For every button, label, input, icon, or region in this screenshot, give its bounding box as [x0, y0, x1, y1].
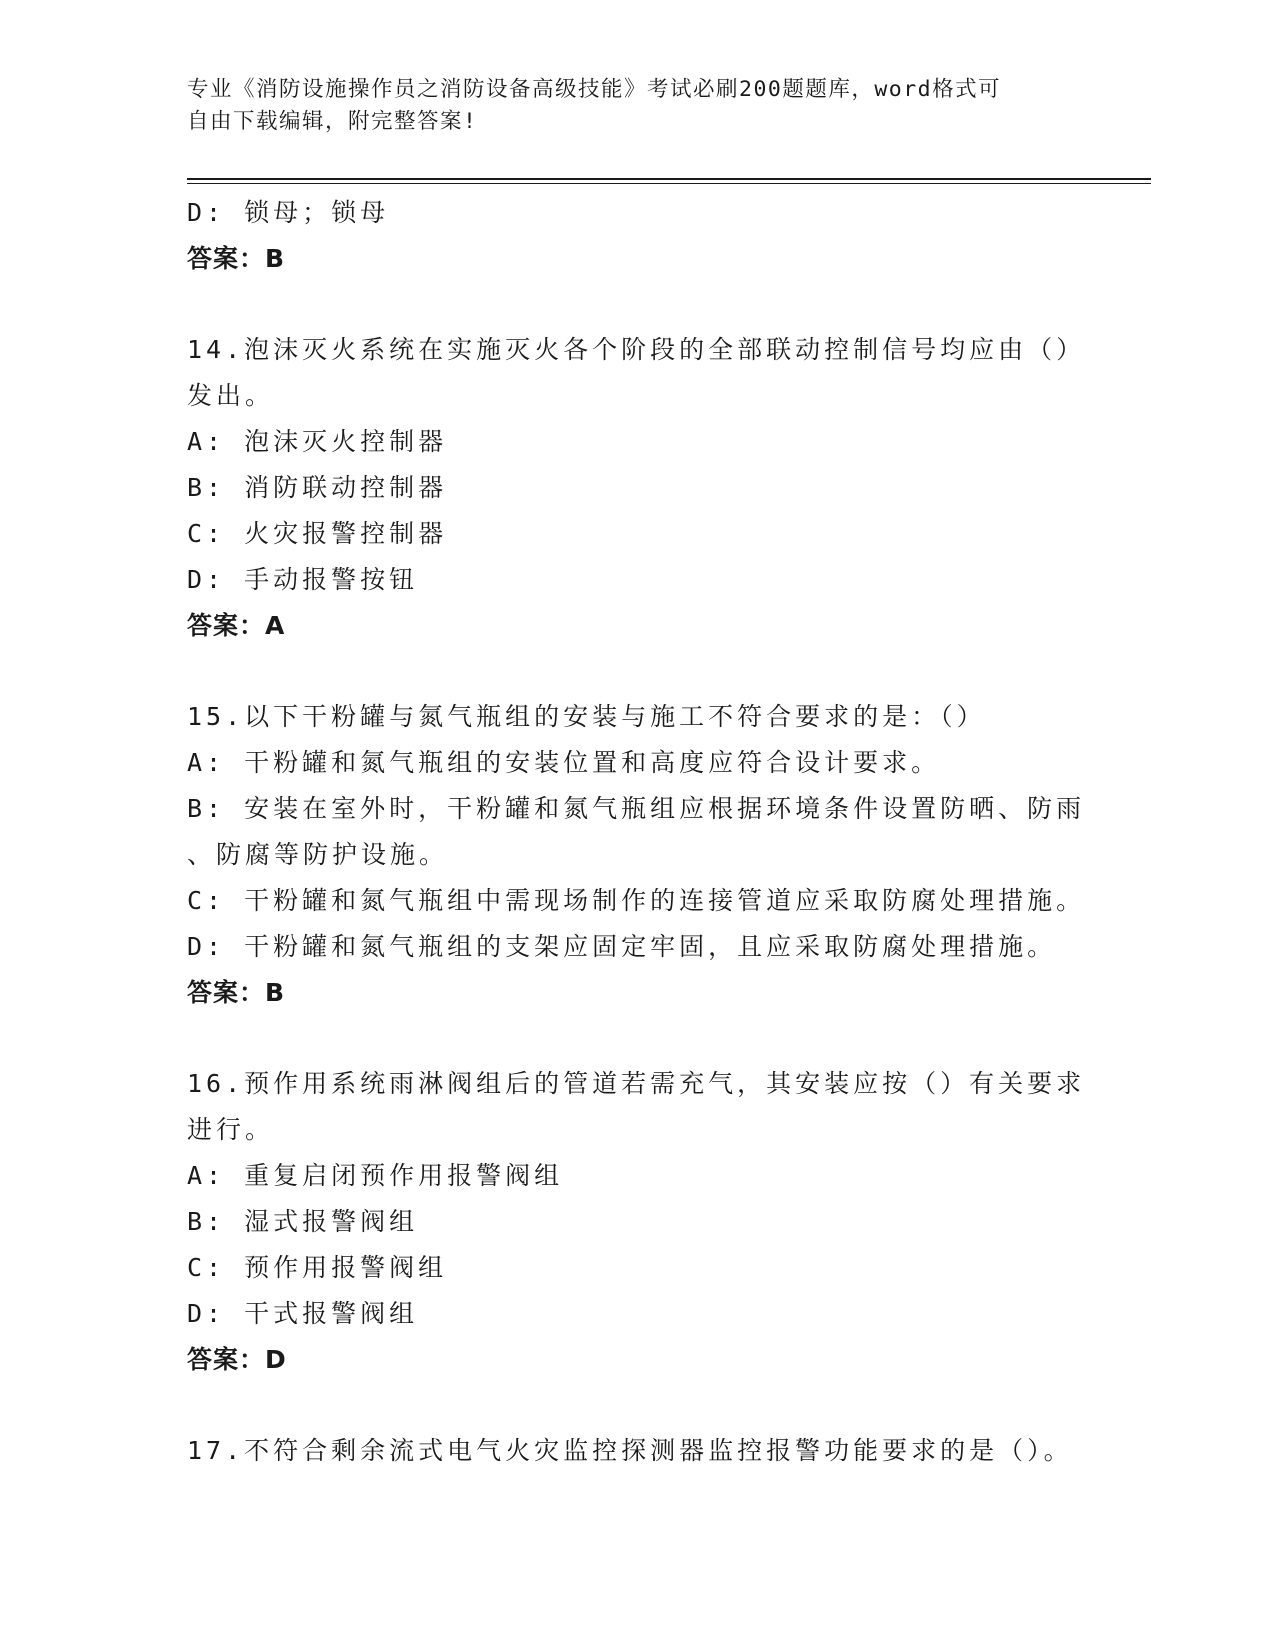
question-14-text-1: 14.泡沫灭火系统在实施灭火各个阶段的全部联动控制信号均应由（） [187, 335, 1086, 364]
question-16-option-a: A: 重复启闭预作用报警阀组 [187, 1161, 564, 1190]
question-15-option-b: B: 安装在室外时，干粉罐和氮气瓶组应根据环境条件设置防晒、防雨 [187, 794, 1086, 823]
question-16-option-c: C: 预作用报警阀组 [187, 1253, 448, 1282]
question-14-option-b: B: 消防联动控制器 [187, 473, 448, 502]
answer-13: 答案：B [187, 244, 286, 273]
question-17 [187, 1428, 1077, 1474]
question-15-option-a: A: 干粉罐和氮气瓶组的安装位置和高度应符合设计要求。 [187, 748, 941, 777]
question-15-option-d: D: 干粉罐和氮气瓶组的支架应固定牢固，且应采取防腐处理措施。 [187, 932, 1057, 961]
question-17-text-1: 17.不符合剩余流式电气火灾监控探测器监控报警功能要求的是（）。 [187, 1436, 1073, 1465]
question-14-option-d: D: 手动报警按钮 [187, 565, 419, 594]
question-list [187, 190, 1086, 1474]
question-14-option-c: C: 火灾报警控制器 [187, 519, 448, 548]
document-header [187, 74, 1087, 138]
question-15-text-1: 15.以下干粉罐与氮气瓶组的安装与施工不符合要求的是：（） [187, 702, 986, 731]
question-15 [187, 694, 1086, 1016]
answer-14: 答案：A [187, 611, 286, 640]
question-15-option-c: C: 干粉罐和氮气瓶组中需现场制作的连接管道应采取防腐处理措施。 [187, 886, 1086, 915]
question-14 [187, 327, 1086, 649]
header-line-2: 自由下载编辑，附完整答案! [187, 109, 478, 134]
question-16-option-d: D: 干式报警阀组 [187, 1299, 419, 1328]
header-divider-thick [187, 178, 1151, 180]
header-line-1: 专业《消防设施操作员之消防设备高级技能》考试必刷200题题库，word格式可 [187, 77, 1002, 102]
answer-16: 答案：D [187, 1345, 287, 1374]
header-divider-thin [187, 183, 1151, 184]
question-13-tail [187, 190, 1077, 282]
question-14-option-a: A: 泡沫灭火控制器 [187, 427, 448, 456]
option-d: D: 锁母；锁母 [187, 198, 390, 227]
answer-15: 答案：B [187, 978, 286, 1007]
question-16-text-1: 16.预作用系统雨淋阀组后的管道若需充气，其安装应按（）有关要求 [187, 1069, 1086, 1098]
question-16-option-b: B: 湿式报警阀组 [187, 1207, 419, 1236]
question-14-text-2: 发出。 [187, 381, 275, 410]
question-16-text-2: 进行。 [187, 1115, 275, 1144]
question-16 [187, 1061, 1086, 1383]
question-15-option-b-cont: 、防腐等防护设施。 [187, 840, 449, 869]
